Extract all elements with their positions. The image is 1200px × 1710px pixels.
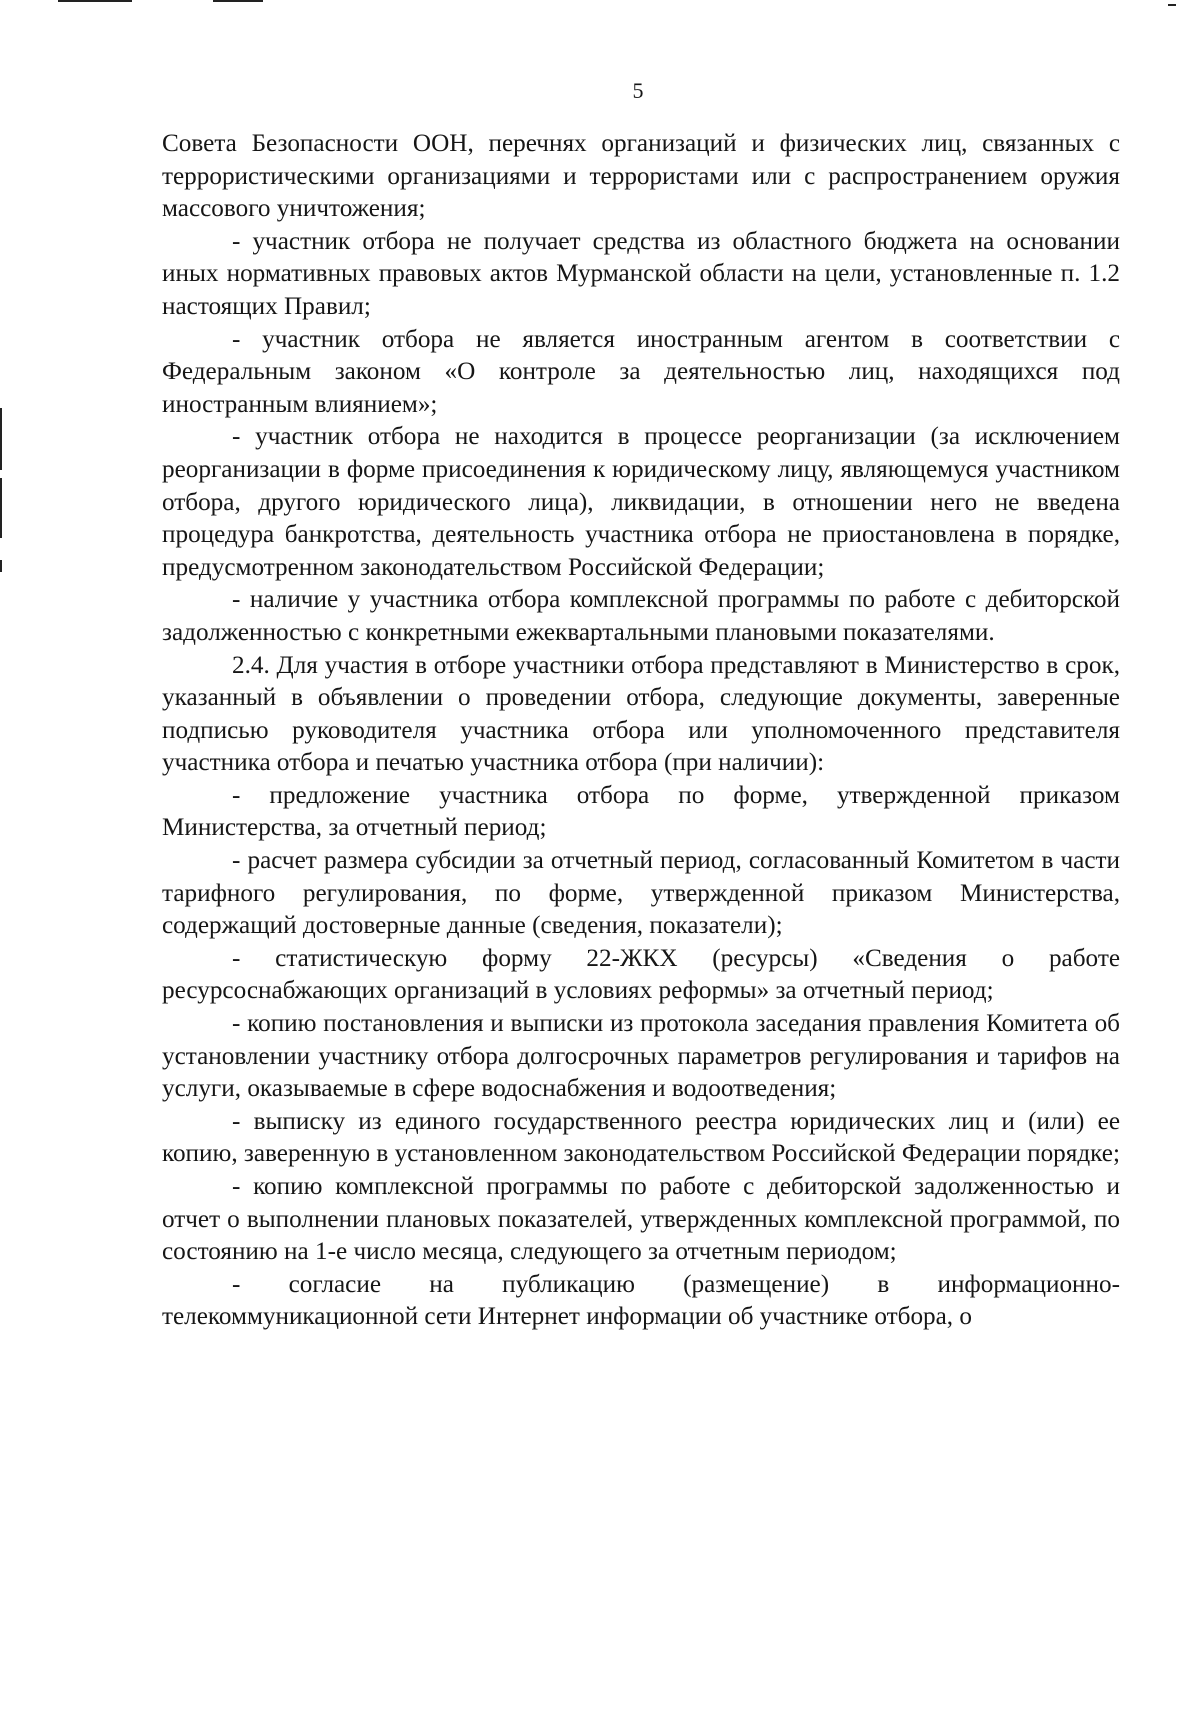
document-body [162, 128, 1120, 1334]
paragraph-requirement-reorganization: - участник отбора не находится в процессе реорганизации (за исключением реорганизации в форме присоединения к юридическому лицу, являющемуся участником отбора, другого юридического лица), ликвидации, в отношении него не введена процедура банкротства, деятельность участника отбора не приостановлена в порядке, предусмотренном законодательством Российской Федерации; [162, 423, 1120, 581]
paragraph-doc-proposal: - предложение участника отбора по форме, утвержденной приказом Министерства, за отчетный период; [162, 781, 1120, 842]
paragraph-requirement-budget: - участник отбора не получает средства из областного бюджета на основании иных нормативных правовых актов Мурманской области на цели, установленные п. 1.2 настоящих Правил; [162, 227, 1120, 320]
page-number: 5 [632, 78, 644, 103]
scan-artifact-line [58, 0, 132, 2]
paragraph-doc-resolution-copy: - копию постановления и выписки из протокола заседания правления Комитета об установлении участнику отбора долгосрочных параметров регулирования и тарифов на услуги, оказываемые в сфере водоснабжения и водоотведения; [162, 1010, 1120, 1103]
paragraph-doc-calculation: - расчет размера субсидии за отчетный период, согласованный Комитетом в части тарифного регулирования, по форме, утвержденной приказом Министерства, содержащий достоверные данные (сведения, показатели); [162, 847, 1120, 940]
paragraph-requirement-debt-program: - наличие у участника отбора комплексной программы по работе с дебиторской задолженностью с конкретными ежеквартальными плановыми показателями. [162, 586, 1120, 646]
paragraph-doc-registry-extract: - выписку из единого государственного реестра юридических лиц и (или) ее копию, заверенную в установленном законодательством Российской Федерации порядке; [162, 1107, 1120, 1168]
paragraph-requirement-foreign-agent: - участник отбора не является иностранным агентом в соответствии с Федеральным законом «О контроле за деятельностью лиц, находящихся под иностранным влиянием»; [162, 325, 1120, 418]
paragraph-continuation: Совета Безопасности ООН, перечнях организаций и физических лиц, связанных с террористическими организациями и террористами или с распространением оружия массового уничтожения; [162, 130, 1120, 223]
scan-artifact-edge [0, 478, 2, 538]
scan-artifact-line [1168, 4, 1176, 6]
scan-artifact-line [213, 0, 263, 2]
scan-artifact-edge [0, 560, 2, 572]
paragraph-doc-publication-consent: - согласие на публикацию (размещение) в информационно-телекоммуникационной сети Интернет информации об участнике отбора, о [162, 1270, 1120, 1331]
scan-artifact-edge [0, 408, 2, 470]
paragraph-doc-statistical-form: - статистическую форму 22-ЖКХ (ресурсы) «Сведения о работе ресурсоснабжающих организаций в условиях реформы» за отчетный период; [162, 944, 1120, 1005]
paragraph-doc-program-copy: - копию комплексной программы по работе с дебиторской задолженностью и отчет о выполнении плановых показателей, утвержденных комплексной программой, по состоянию на 1-е число месяца, следующего за отчетным периодом; [162, 1173, 1120, 1266]
paragraph-section-2-4: 2.4. Для участия в отборе участники отбора представляют в Министерство в срок, указанный в объявлении о проведении отбора, следующие документы, заверенные подписью руководителя участника отбора или уполномоченного представителя участника отбора и печатью участника отбора (при наличии): [162, 651, 1120, 777]
